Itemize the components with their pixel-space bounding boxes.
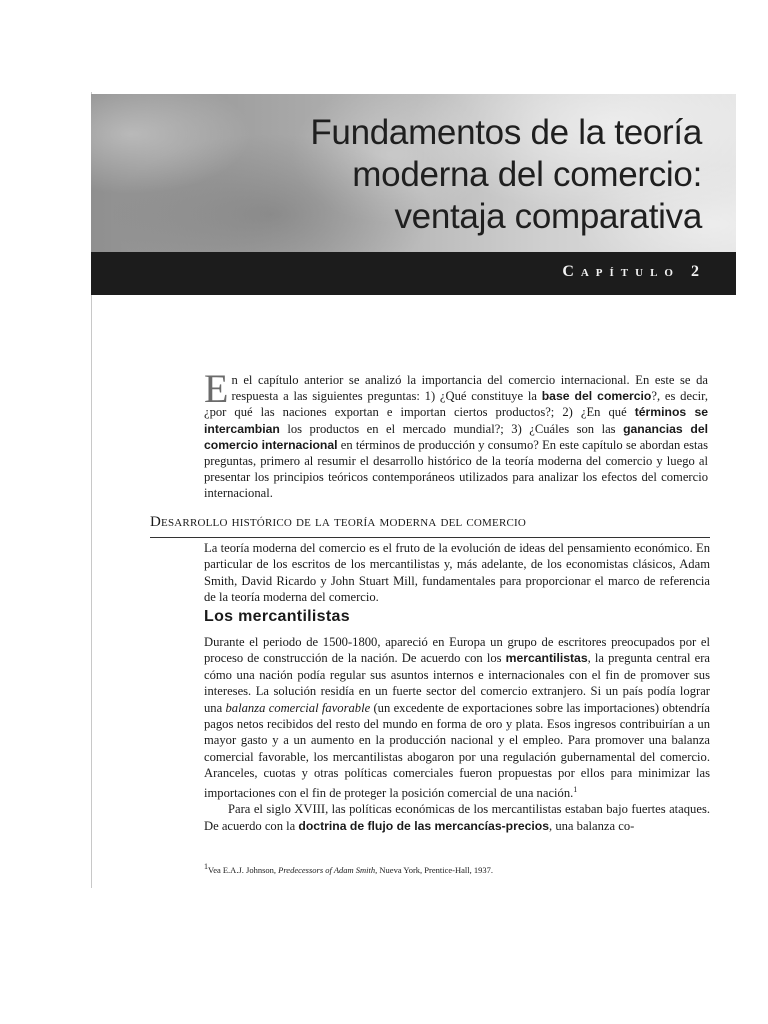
key-term: doctrina de flujo de las mercancías-precios — [298, 818, 550, 833]
key-term: términos se intercambian — [204, 405, 708, 436]
footnote — [204, 861, 710, 876]
chapter-title — [282, 112, 702, 238]
drop-cap: E — [204, 366, 229, 411]
chapter-header-banner — [91, 94, 736, 254]
paragraph-text: Durante el periodo de 1500-1800, apareció en Europa un grupo de escritores preocupados por el proceso de construcción de la nación. De acuerdo con los — [204, 635, 710, 666]
mercantilists-text — [204, 634, 710, 834]
subsection-heading: Los mercantilistas — [204, 608, 350, 625]
section-heading: Desarrollo histórico de la teoría moderna del comercio — [150, 514, 710, 538]
intro-text: en términos de producción y consumo? En este capítulo se abordan estas preguntas, primero al resumir el desarrollo histórico de la teoría moderna del comercio y luego al presentar los principios teóricos contemporáneos utilizados para analizar los efectos del comercio internacional. — [204, 437, 708, 501]
chapter-number-bar — [91, 252, 736, 295]
chapter-title-line: moderna del comercio: — [352, 155, 702, 194]
section-paragraph: La teoría moderna del comercio es el fruto de la evolución de ideas del pensamiento económico. En particular de los escritos de los mercantilistas y, más adelante, de los economistas clásicos, Adam Smith, David Ricardo y John Stuart Mill, fundamentales para proporcionar el marco de referencia de la teoría moderna del comercio. — [204, 541, 710, 604]
footnote-number: 1 — [204, 862, 208, 871]
key-term: base del comercio — [541, 389, 652, 404]
chapter-title-line: ventaja comparativa — [394, 197, 702, 236]
italic-term: balanza comercial favorable — [225, 700, 371, 715]
paragraph-text: (un excedente de exportaciones sobre las importaciones) obtendría pagos netos recibidos del resto del mundo en forma de oro y plata. Esos ingresos contribuirían a un mayor gasto y a un aumento en la producción nacional y el empleo. Para promover una balanza comercial favorable, los mercantilistas abogaron por una regulación gubernamental del comercio. Aranceles, cuotas y otras políticas comerciales fueron propuestas por ellos para minimizar las importaciones con el fin de proteger la posición comercial de una nación. — [204, 700, 710, 800]
intro-paragraph — [204, 366, 709, 502]
paragraph — [204, 634, 710, 801]
footnote-text: , Nueva York, Prentice-Hall, 1937. — [375, 864, 493, 875]
paragraph — [204, 801, 710, 834]
chapter-title-line: Fundamentos de la teoría — [310, 113, 702, 152]
key-term: mercantilistas — [505, 651, 588, 666]
footnote-text: Vea E.A.J. Johnson, — [208, 864, 279, 875]
intro-text: n el capítulo anterior se analizó la importancia del comercio internacional. En este se da respuesta a las siguientes preguntas: 1) ¿Qué constituye la — [231, 373, 708, 404]
paragraph-text: Para el siglo XVIII, las políticas económicas de los mercantilistas estaban bajo fuertes ataques. De acuerdo con la — [204, 802, 710, 833]
paragraph-text: , una balanza co- — [549, 818, 635, 833]
chapter-number-label: Capítulo 2 — [562, 263, 706, 280]
key-term: ganancias del comercio internacional — [204, 421, 709, 452]
intro-text: ?, es decir, ¿por qué las naciones exportan e importan ciertos productos?; 2) ¿En qué — [204, 389, 708, 420]
footnote-ref: 1 — [573, 784, 578, 794]
intro-text: los productos en el mercado mundial?; 3) ¿Cuáles son las — [279, 421, 624, 436]
paragraph-text: , la pregunta central era cómo una nación podía regular sus asuntos internos e internacionales con el fin de promover sus intereses. La solución residía en un fuerte sector del comercio extranjero. Si un país podía lograr una — [204, 651, 710, 715]
footnote-book-title: Predecessors of Adam Smith — [278, 864, 376, 875]
